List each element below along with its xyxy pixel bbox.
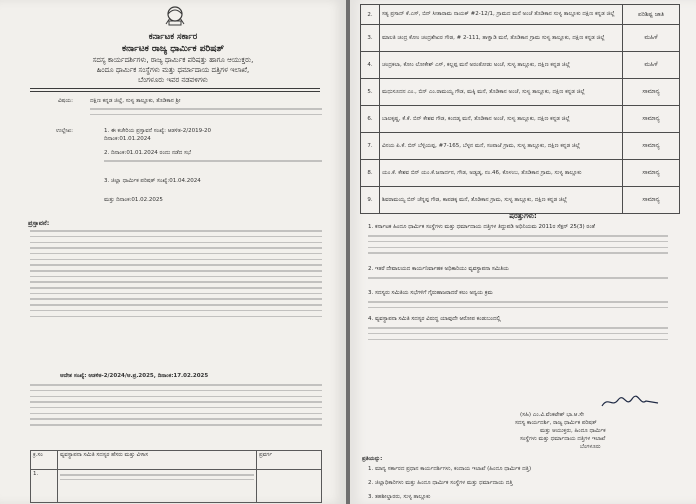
- members-table: [30, 450, 322, 503]
- copy-text: ಮಾನ್ಯ ಸರ್ಕಾರದ ಪ್ರಧಾನ ಕಾರ್ಯದರ್ಶಿಗಳು, ಕಂದಾಯ ಇಲಾಖೆ (ಹಿಂದೂ ಧಾರ್ಮಿಕ ದತ್ತಿ): [375, 466, 532, 472]
- reference-1: 1. ಈ ಕಚೇರಿಯ ಪ್ರಸ್ತಾವನೆ ಸಂಖ್ಯೆ: ಆಡಳಿತ-2/2019-20: [104, 128, 212, 134]
- reference-2: 2. ದಿನಾಂಕ:01.01.2024 ರಂದು ನಡೆದ ಸಭೆ: [104, 150, 191, 156]
- copy-to-item: [368, 480, 513, 487]
- condition-number: 1.: [368, 224, 374, 230]
- row-category: ಸಾಮಾನ್ಯ: [623, 160, 680, 187]
- row-serial: 1.: [31, 470, 58, 503]
- copy-to-item: [368, 494, 430, 501]
- table-row: [361, 160, 680, 187]
- table-row: [361, 52, 680, 79]
- condition-number: 4.: [368, 316, 374, 322]
- subject-label: ವಿಷಯ:: [58, 98, 74, 104]
- copy-to-item: [368, 466, 531, 473]
- copy-text: ತಹಶೀಲ್ದಾರರು, ಸುಳ್ಯ ತಾಲ್ಲೂಕು: [375, 494, 431, 500]
- row-member-details: ಮಾಲತಿ ಚಂದ್ರ ಕೋಂ ಚಂದ್ರಶೇಖರ ಗೌಡ, # 2-111, ತಾಳ್ವಾಡಿ ಮನೆ, ತೊಡಿಕಾನ ಗ್ರಾಮ ಸುಳ್ಯ ತಾಲ್ಲೂಕು, ದಕ್ಷಿಣ ಕನ್ನಡ ಜಿಲ್ಲೆ: [380, 25, 623, 52]
- row-member-details: ಶಿವರಾಮಯ್ಯ ಬಿನ್ ಚೆನ್ನಪ್ಪ ಗೌಡ, ಕಾಪಡಕ್ಕ ಮನೆ, ತೊಡಿಕಾನ ಗ್ರಾಮ, ಸುಳ್ಯ ತಾಲ್ಲೂಕು, ದಕ್ಷಿಣ ಕನ್ನಡ ಜಿಲ್ಲೆ: [380, 187, 623, 214]
- row-member-details: ಮಧುಸೂದನ ಎಂ., ಬಿನ್ ಎಂ.ರಾಮಯ್ಯ ಗೌಡ, ಮಕ್ಕಿ ಮನೆ, ತೊಡಿಕಾನ ಅಂಚೆ, ಸುಳ್ಯ ತಾಲ್ಲೂಕು, ದಕ್ಷಿಣ ಕನ್ನಡ ಜಿಲ್ಲೆ: [380, 79, 623, 106]
- row-category: ಸಾಮಾನ್ಯ: [623, 79, 680, 106]
- officer-signature-icon: [600, 394, 660, 410]
- header-category: ಪ್ರವರ್ಗ: [257, 451, 322, 470]
- row-category: ಸಾಮಾನ್ಯ: [623, 187, 680, 214]
- subject-text: ದಕ್ಷಿಣ ಕನ್ನಡ ಜಿಲ್ಲೆ, ಸುಳ್ಯ ತಾಲ್ಲೂಕು, ತೊಡಿಕಾನ ಶ್ರೀ: [90, 98, 181, 104]
- signature-line-5: ಬೆಂಗಳೂರು: [580, 444, 601, 450]
- header-member-name: ವ್ಯವಸ್ಥಾಪನಾ ಸಮಿತಿ ಸದಸ್ಯರ ಹೆಸರು ಮತ್ತು ವಿಳಾಸ: [58, 451, 257, 470]
- reference-4: ಮತ್ತು ದಿನಾಂಕ:01.02.2025: [104, 197, 163, 203]
- condition-number: 2.: [368, 266, 374, 272]
- signature-line-2: ಸದಸ್ಯ ಕಾರ್ಯದರ್ಶಿ, ರಾಜ್ಯ ಧಾರ್ಮಿಕ ಪರಿಷತ್: [515, 420, 597, 426]
- header-secretary: ಸದಸ್ಯ ಕಾರ್ಯದರ್ಶಿಗಳು, ರಾಜ್ಯ ಧಾರ್ಮಿಕ ಪರಿಷತ್ತು ಹಾಗೂ ಆಯುಕ್ತರು,: [92, 56, 254, 64]
- row-member-details: ಚಂದ್ರಕಲಾ, ಕೋಂ ಲೋಕೇಶ್ ಎಸ್, ಕಲ್ಲಪ್ಪ ಮನೆ ಅರಂತೋಡು ಅಂಚೆ, ಸುಳ್ಯ ತಾಲ್ಲೂಕು, ದಕ್ಷಿಣ ಕನ್ನಡ ಜಿಲ್ಲೆ: [380, 52, 623, 79]
- preamble-paragraph: [30, 226, 322, 321]
- row-category: ಪರಿಶಿಷ್ಟ ಜಾತಿ: [623, 5, 680, 25]
- order-paragraph: [30, 380, 322, 430]
- row-member-details: ವಿನಯ ಪಿ.ಕೆ. ಬಿನ್ ಬೆಳ್ಳಿಯಪ್ಪ, #7-165, ಬೆಳ್ಳನ ಮನೆ, ಸಂಪಾಜೆ ಗ್ರಾಮ, ಸುಳ್ಯ ತಾಲ್ಲೂಕು, ದಕ್ಷಿಣ ಕನ್ನಡ ಜಿಲ್ಲೆ: [380, 133, 623, 160]
- condition-item: [368, 224, 678, 258]
- reference-3: 3. ಜಿಲ್ಲಾ ಧಾರ್ಮಿಕ ಪರಿಷತ್ ಸಂಖ್ಯೆ:01.04.2024: [104, 178, 201, 184]
- row-category: ಸಾಮಾನ್ಯ: [623, 133, 680, 160]
- condition-text: ಕರ್ನಾಟಕ ಹಿಂದೂ ಧಾರ್ಮಿಕ ಸಂಸ್ಥೆಗಳು ಮತ್ತು ಧರ್ಮಾದಾಯ ದತ್ತಿಗಳ ತಿದ್ದುಪಡಿ ಅಧಿನಿಯಮ 2011ರ ಸೆಕ್ಷನ್ 25(3) ರಂತೆ: [375, 224, 595, 230]
- condition-item: [368, 266, 678, 283]
- signature-line-4: ಸಂಸ್ಥೆಗಳು ಮತ್ತು ಧರ್ಮಾದಾಯ ದತ್ತಿಗಳ ಇಲಾಖೆ: [520, 436, 606, 442]
- row-serial: 4.: [361, 52, 380, 79]
- condition-number: 3.: [368, 290, 374, 296]
- conditions-heading: ಷರತ್ತುಗಳು:: [509, 212, 537, 220]
- header-department: ಹಿಂದೂ ಧಾರ್ಮಿಕ ಸಂಸ್ಥೆಗಳು ಮತ್ತು ಧರ್ಮಾದಾಯ ದತ್ತಿಗಳ ಇಲಾಖೆ,: [96, 66, 250, 74]
- copy-text: ಜಿಲ್ಲಾಧಿಕಾರಿಗಳು ಮತ್ತು ಹಿಂದೂ ಧಾರ್ಮಿಕ ಸಂಸ್ಥೆಗಳ ಮತ್ತು ಧರ್ಮಾದಾಯ ದತ್ತಿ: [375, 480, 513, 486]
- row-serial: 6.: [361, 106, 380, 133]
- table-row: [361, 79, 680, 106]
- row-serial: 5.: [361, 79, 380, 106]
- row-serial: 8.: [361, 160, 380, 187]
- condition-text: ವ್ಯವಸ್ಥಾಪನಾ ಸಮಿತಿ ಸದಸ್ಯರ ವಿರುದ್ಧ ಯಾವುದೇ ಆರೋಪ ಕಂಡುಬಂದಲ್ಲಿ: [375, 316, 501, 322]
- signature-line-3: ಮತ್ತು ಆಯುಕ್ತರು, ಹಿಂದೂ ಧಾರ್ಮಿಕ: [540, 428, 606, 434]
- state-emblem-icon: [161, 4, 189, 30]
- members-table-continued: [360, 4, 680, 214]
- order-reference: ಆದೇಶ ಸಂಖ್ಯೆ: ಆಡಳಿತ-2/2024/ಆ.ಪ್ರ.2025, ದಿನಾಂಕ:17.02.2025: [60, 373, 209, 379]
- table-row: [361, 106, 680, 133]
- header-divider: [30, 88, 320, 89]
- left-document-page: [0, 0, 346, 504]
- row-member-details: ಯಂ.ಕೆ. ಕೇಶವ ಬಿನ್ ಯಂ.ಕೆ.ಜನಾರ್ದನ, ಗೌಡ, ಅಡ್ಯಡ್ಕ, ನಂ.46, ಕೊಳಂಬ, ತೊಡಿಕಾನ ಗ್ರಾಮ, ಸುಳ್ಯ ತಾಲ್ಲೂಕು: [380, 160, 623, 187]
- reference-label: ಉಲ್ಲೇಖ:: [56, 128, 73, 134]
- condition-text: ಸದಸ್ಯರು ಸಮಿತಿಯ ಸಭೆಗಳಿಗೆ ಗೈರುಹಾಜರಾದರೆ ಕಲಂ ಅನ್ವಯ ಕ್ರಮ: [375, 290, 493, 296]
- header-divider-2: [30, 91, 320, 92]
- row-serial: 9.: [361, 187, 380, 214]
- table-header-row: [31, 451, 322, 470]
- row-member-details: ಸತ್ಯ ಪ್ರಸಾದ್ ಕೆ.ಎಸ್, ಬಿನ್ ಸೀತಾರಾಮ ನಾಯಕ್ #2-12/1, ಗ್ರಾಮದ ಮನೆ ಅಂಚೆ ತೊಡಿಕಾನ ಸುಳ್ಯ ತಾಲ್ಲೂಕು ದಕ್ಷಿಣ ಕನ್ನಡ ಜಿಲ್ಲೆ: [380, 5, 623, 25]
- row-category: [257, 470, 322, 503]
- table-row: [361, 5, 680, 25]
- reference-2-continuation: [104, 156, 322, 166]
- preamble-label: ಪ್ರಸ್ತಾವನೆ:: [28, 219, 50, 227]
- header-serial: ಕ್ರ.ಸಂ: [31, 451, 58, 470]
- row-serial: 2.: [361, 5, 380, 25]
- condition-item: [368, 290, 678, 313]
- condition-item: [368, 316, 678, 344]
- subject-continuation: [90, 104, 322, 120]
- copy-number: 3.: [368, 494, 374, 500]
- header-proceedings: ಬೆಂಗಳೂರು ಇವರ ನಡವಳಿಗಳು: [138, 76, 208, 84]
- table-row: [361, 133, 680, 160]
- row-category: ಮಹಿಳೆ: [623, 52, 680, 79]
- row-serial: 3.: [361, 25, 380, 52]
- row-member-name: [58, 470, 257, 503]
- copy-number: 2.: [368, 480, 374, 486]
- header-government: ಕರ್ನಾಟಕ ಸರ್ಕಾರ: [148, 32, 198, 42]
- row-serial: 7.: [361, 133, 380, 160]
- condition-text: ಇತರೆ ದೇವಾಲಯದ ಕಾರ್ಯನಿರ್ವಾಹಕ ಅಧಿಕಾರಿಯು ವ್ಯವಸ್ಥಾಪನಾ ಸಮಿತಿಯ: [375, 266, 509, 272]
- row-category: ಸಾಮಾನ್ಯ: [623, 106, 680, 133]
- table-row: [361, 25, 680, 52]
- table-row: [361, 187, 680, 214]
- reference-1-date: ದಿನಾಂಕ:01.01.2024: [104, 136, 151, 142]
- table-row: [31, 470, 322, 503]
- copy-to-label: ಪ್ರತಿಯನ್ನು:: [362, 456, 383, 462]
- copy-number: 1.: [368, 466, 374, 472]
- row-category: ಮಹಿಳೆ: [623, 25, 680, 52]
- row-member-details: ಬಾಲಕೃಷ್ಣ, ಕೆ.ಕೆ. ಬಿನ್ ಕೇಶವ ಗೌಡ, ಕಂದಡ್ಕ ಮನೆ, ತೊಡಿಕಾನ ಅಂಚೆ, ಸುಳ್ಯ ತಾಲ್ಲೂಕು, ದಕ್ಷಿಣ ಕನ್ನಡ ಜಿಲ್ಲೆ: [380, 106, 623, 133]
- signature-line-1: (ಸಹಿ) ಎಂ.ವಿ.ವೆಂಕಟೇಶ್ ಭಾ.ಆ.ಸೇ: [520, 412, 584, 418]
- header-council: ಕರ್ನಾಟಕ ರಾಜ್ಯ ಧಾರ್ಮಿಕ ಪರಿಷತ್: [121, 44, 225, 54]
